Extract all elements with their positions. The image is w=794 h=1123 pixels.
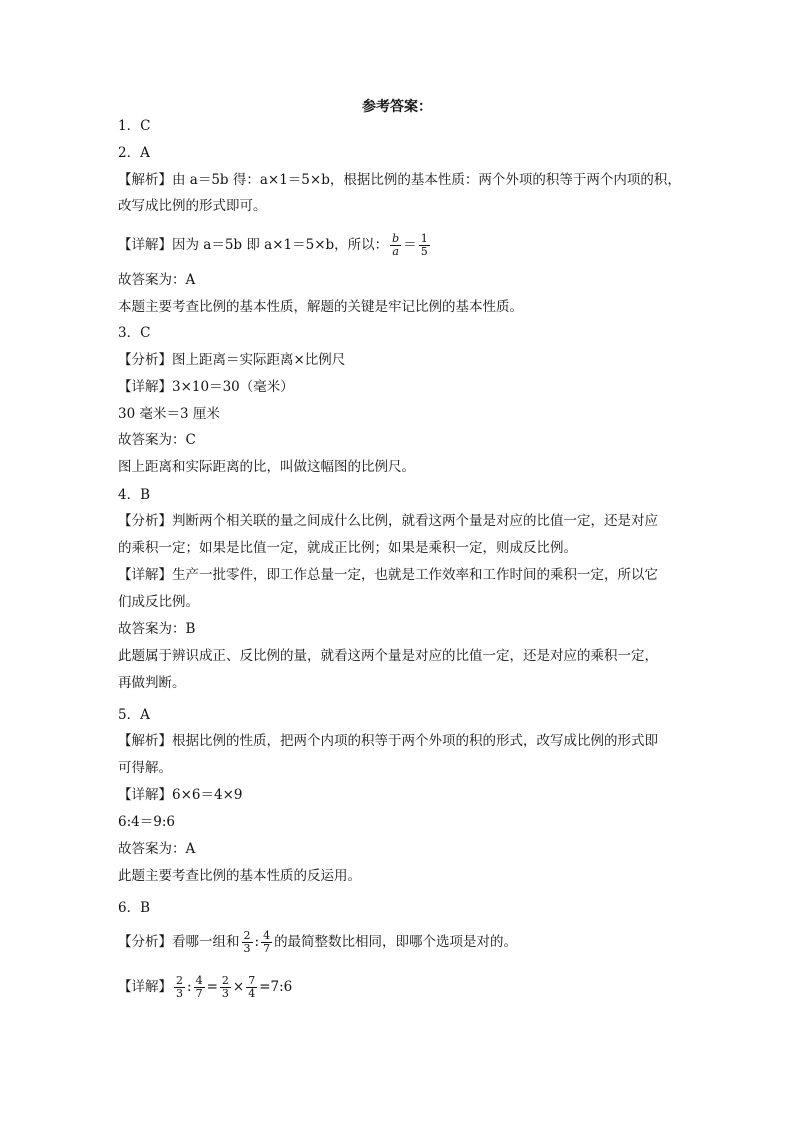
text-line: 【分析】图上距离＝实际距离×比例尺 (118, 352, 346, 368)
text-line: 再做判断。 (118, 675, 186, 691)
fraction-denominator: 4 (248, 987, 256, 1000)
fraction-denominator: 3 (221, 987, 229, 1000)
text-line: 【解析】由 a＝5b 得：a×1＝5×b，根据比例的基本性质：两个外项的积等于两个内项的积， (118, 172, 681, 188)
text-line: 故答案为：B (118, 621, 196, 637)
page-title: 参考答案： (362, 99, 432, 115)
fraction-numerator: 4 (263, 929, 271, 942)
fraction-denominator: 3 (243, 942, 251, 955)
fraction-denominator: a (392, 245, 399, 258)
text-line: 3．C (118, 325, 151, 341)
fraction-b-over-a (390, 233, 401, 258)
text-line: 6:4＝9:6 (118, 814, 175, 830)
q6-analysis-prefix: 【分析】看哪一组和 (118, 934, 240, 950)
result: =7:6 (259, 979, 293, 995)
fraction (246, 975, 257, 1000)
equals-sign: = (206, 979, 218, 995)
text-line: 故答案为：A (118, 272, 196, 288)
text-line: 【详解】生产一批零件，即工作总量一定，也就是工作效率和工作时间的乘积一定，所以它 (118, 567, 658, 583)
colon: : (187, 979, 192, 995)
text-line: 【详解】6×6＝4×9 (118, 787, 243, 803)
text-line: 6．B (118, 900, 151, 916)
text-line: 图上距离和实际距离的比，叫做这幅图的比例尺。 (118, 459, 415, 475)
fraction-numerator: 1 (420, 232, 428, 245)
text-line: 本题主要考查比例的基本性质，解题的关键是牢记比例的基本性质。 (118, 299, 523, 315)
text-line: 30 毫米＝3 厘米 (118, 406, 220, 422)
text-line: 的乘积一定；如果是比值一定，就成正比例；如果是乘积一定，则成反比例。 (118, 540, 577, 556)
text-line: 2．A (118, 145, 150, 161)
fraction (194, 975, 205, 1000)
text-line: 【详解】3×10＝30（毫米） (118, 379, 294, 395)
fraction-numerator: 2 (243, 929, 251, 942)
text-line: 改写成比例的形式即可。 (118, 198, 267, 214)
fraction (220, 975, 231, 1000)
text-line: 此题主要考查比例的基本性质的反运用。 (118, 868, 361, 884)
fraction-numerator: 7 (248, 974, 256, 987)
text-line: 1．C (118, 118, 151, 134)
q6-detail-line (118, 975, 292, 1000)
q2-detail-line (118, 233, 432, 258)
text-line: 故答案为：A (118, 841, 196, 857)
q6-analysis-line (118, 930, 517, 955)
fraction-one-fifth (419, 233, 430, 258)
fraction-numerator: b (392, 232, 400, 245)
fraction-two-thirds (242, 930, 253, 955)
text-line: 们成反比例。 (118, 594, 199, 610)
fraction (174, 975, 185, 1000)
fraction-numerator: 2 (221, 974, 229, 987)
q6-analysis-suffix: 的最简整数比相同，即哪个选项是对的。 (274, 934, 518, 950)
colon: : (254, 934, 260, 950)
text-line: 4．B (118, 487, 151, 503)
fraction-four-sevenths (261, 930, 272, 955)
fraction-numerator: 2 (176, 974, 183, 987)
text-line: 故答案为：C (118, 432, 196, 448)
fraction-denominator: 5 (420, 245, 428, 258)
times-sign: × (232, 979, 245, 995)
fraction-numerator: 4 (195, 974, 203, 987)
q2-detail-text: 【详解】因为 a＝5b 即 a×1＝5×b，所以： (118, 237, 389, 253)
text-line: 5．A (118, 707, 150, 723)
fraction-denominator: 7 (195, 987, 203, 1000)
text-line: 此题属于辨识成正、反比例的量，就看这两个量是对应的比值一定，还是对应的乘积一定， (118, 648, 658, 664)
fraction-denominator: 3 (176, 987, 183, 1000)
q6-detail-prefix: 【详解】 (118, 979, 172, 995)
equals-sign: ＝ (403, 237, 417, 253)
text-line: 【分析】判断两个相关联的量之间成什么比例，就看这两个量是对应的比值一定，还是对应 (118, 513, 658, 529)
fraction-denominator: 7 (263, 942, 271, 955)
text-line: 可得解。 (118, 760, 172, 776)
text-line: 【解析】根据比例的性质，把两个内项的积等于两个外项的积的形式，改写成比例的形式即 (118, 733, 658, 749)
